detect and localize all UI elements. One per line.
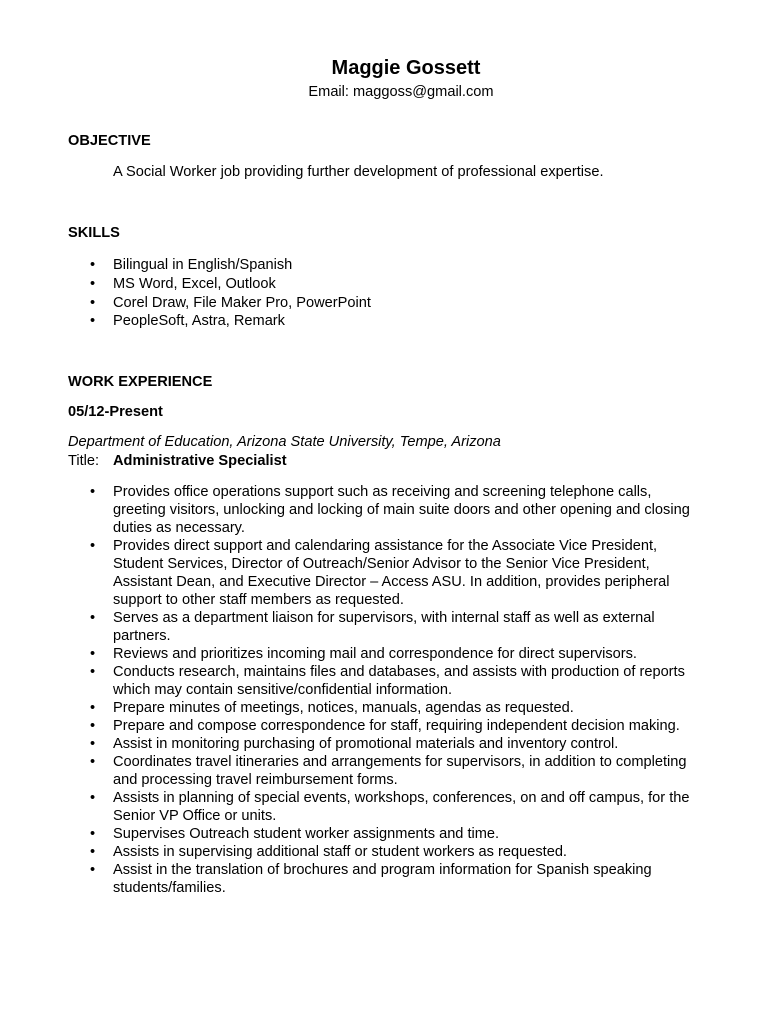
candidate-email: Email: maggoss@gmail.com <box>308 84 494 100</box>
list-item <box>68 312 708 331</box>
skill-text: PeopleSoft, Astra, Remark <box>113 313 285 330</box>
duty-text: Serves as a department liaison for supervisors, with internal staff as well as external partners. <box>113 610 655 644</box>
duty-text: Supervises Outreach student worker assignments and time. <box>113 826 500 842</box>
duty-text: Assists in supervising additional staff or student workers as requested. <box>113 844 567 860</box>
duty-text: Provides direct support and calendaring assistance for the Associate Vice President, Student Services, Director of Outreach/Senior Advisor to the Senior Vice President, Assistant Dean, and Executive Director – Access ASU. In addition, provides peripheral support to other staff members as requested. <box>113 538 670 608</box>
list-item <box>68 645 708 663</box>
list-item <box>68 537 708 609</box>
list-item <box>68 699 708 717</box>
bullet-icon: • <box>90 313 96 330</box>
objective-heading: OBJECTIVE <box>68 133 151 149</box>
duty-text: Prepare minutes of meetings, notices, manuals, agendas as requested. <box>113 700 574 716</box>
duty-text: Assist in the translation of brochures and program information for Spanish speaking students/families. <box>113 862 652 896</box>
bullet-icon: • <box>90 826 96 842</box>
skills-heading: SKILLS <box>68 225 120 241</box>
candidate-name: Maggie Gossett <box>331 57 481 79</box>
job-dates: 05/12-Present <box>68 404 163 420</box>
bullet-icon: • <box>90 790 96 806</box>
bullet-icon: • <box>90 736 96 752</box>
bullet-icon: • <box>90 664 96 680</box>
skill-text: Corel Draw, File Maker Pro, PowerPoint <box>113 294 371 311</box>
list-item <box>68 717 708 735</box>
experience-heading: WORK EXPERIENCE <box>68 374 213 390</box>
bullet-icon: • <box>90 294 96 311</box>
skill-text: Bilingual in English/Spanish <box>113 257 293 273</box>
list-item <box>68 256 708 275</box>
bullet-icon: • <box>90 275 96 292</box>
duty-text: Prepare and compose correspondence for staff, requiring independent decision making. <box>113 718 680 734</box>
list-item <box>68 663 708 699</box>
list-item <box>68 275 708 294</box>
objective-text: A Social Worker job providing further development of professional expertise. <box>113 164 604 180</box>
job-title-line <box>68 452 287 470</box>
skill-text: MS Word, Excel, Outlook <box>113 275 276 292</box>
list-item <box>68 861 708 897</box>
list-item <box>68 609 708 645</box>
duty-text: Reviews and prioritizes incoming mail and correspondence for direct supervisors. <box>113 646 637 662</box>
duty-text: Assists in planning of special events, workshops, conferences, on and off campus, for the Senior VP Office or units. <box>113 790 690 824</box>
duty-text: Conducts research, maintains files and databases, and assists with production of reports which may contain sensitive/confidential information. <box>113 664 685 698</box>
list-item <box>68 843 708 861</box>
list-item <box>68 483 708 537</box>
list-item <box>68 753 708 789</box>
bullet-icon: • <box>90 484 96 500</box>
bullet-icon: • <box>90 646 96 662</box>
bullet-icon: • <box>90 754 96 770</box>
bullet-icon: • <box>90 862 96 878</box>
bullet-icon: • <box>90 700 96 716</box>
list-item <box>68 735 708 753</box>
duties-list <box>68 483 708 897</box>
bullet-icon: • <box>90 610 96 626</box>
duty-text: Coordinates travel itineraries and arrangements for supervisors, in addition to completing and processing travel reimbursement forms. <box>113 754 687 788</box>
bullet-icon: • <box>90 538 96 554</box>
list-item <box>68 789 708 825</box>
job-title-label: Title: <box>68 453 100 469</box>
job-title-value: Administrative Specialist <box>113 453 287 469</box>
bullet-icon: • <box>90 257 96 273</box>
duty-text: Assist in monitoring purchasing of promotional materials and inventory control. <box>113 736 619 752</box>
bullet-icon: • <box>90 844 96 860</box>
duty-text: Provides office operations support such as receiving and screening telephone calls, greeting visitors, unlocking and locking of main suite doors and other opening and closing duties as necessary. <box>113 484 690 536</box>
list-item <box>68 825 708 843</box>
list-item <box>68 294 708 313</box>
bullet-icon: • <box>90 718 96 734</box>
skills-list <box>68 256 708 331</box>
job-employer: Department of Education, Arizona State University, Tempe, Arizona <box>68 434 501 450</box>
